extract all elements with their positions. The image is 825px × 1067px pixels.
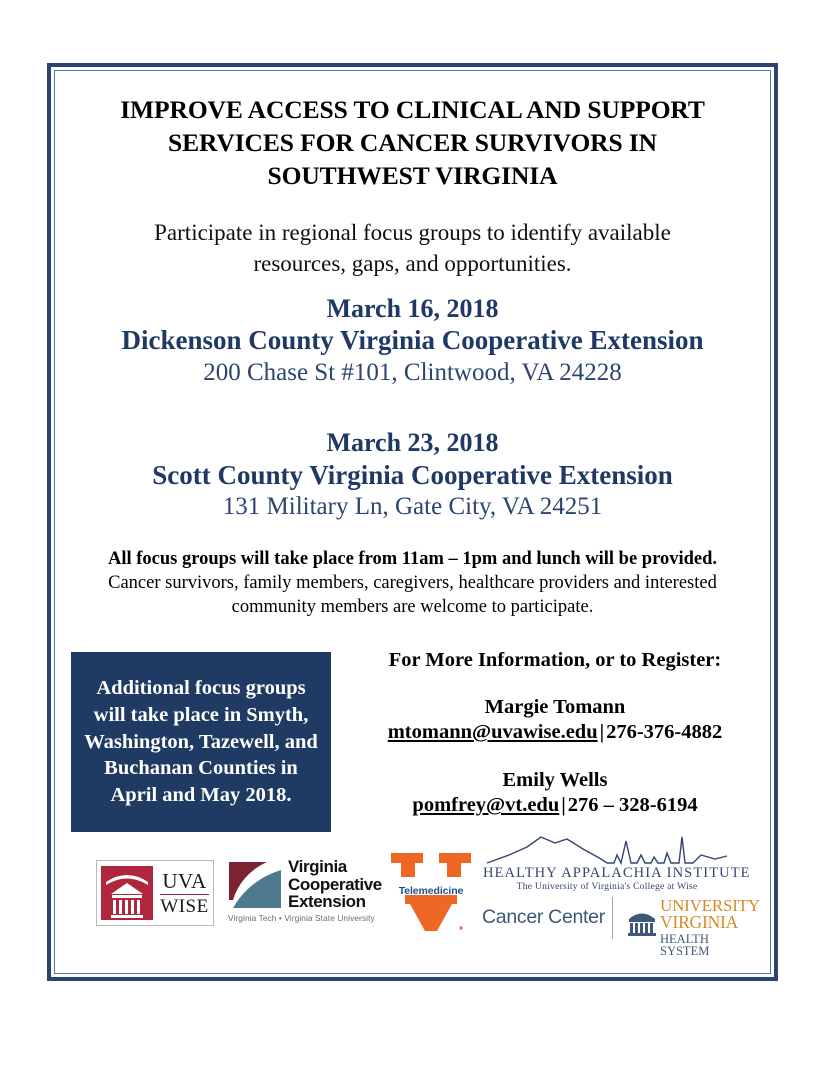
flyer-subtitle: Participate in regional focus groups to identify available resources, gaps, and opportunities.	[154, 220, 671, 276]
middle-section	[55, 644, 770, 844]
phone-1: 276-376-4882	[606, 721, 723, 744]
email-link-2[interactable]: pomfrey@vt.edu	[412, 794, 560, 817]
vce-swoosh-icon	[227, 860, 285, 910]
contact-name-1: Margie Tomann	[484, 695, 626, 718]
flyer-border-frame	[47, 63, 778, 981]
uva-wise-divider	[160, 894, 209, 895]
logistics-paragraph	[101, 547, 724, 619]
contact-details-1	[355, 720, 755, 746]
uva-telemedicine-logo	[385, 847, 477, 933]
uva-wise-wordmark	[156, 868, 213, 917]
vce-line2: Cooperative	[288, 874, 382, 894]
email-link-1[interactable]: mtomann@uvawise.edu	[387, 721, 598, 744]
event-block-1	[79, 294, 746, 389]
uva-health-line3: HEALTH SYSTEM	[660, 931, 710, 958]
flyer-inner-frame	[54, 70, 771, 974]
logo-divider	[612, 897, 613, 939]
logistics-bold-text: All focus groups will take place from 11am – 1pm and lunch will be provided.	[107, 548, 718, 569]
uva-rotunda-svg	[626, 907, 658, 937]
event-venue-1: Dickenson County Virginia Cooperative Extension	[121, 325, 704, 356]
contact-name-2: Emily Wells	[502, 768, 608, 791]
event-date-1: March 16, 2018	[326, 293, 499, 323]
virginia-cooperative-extension-logo	[227, 858, 382, 928]
cancer-center-wordmark: Cancer Center	[482, 906, 605, 928]
contact-person-1	[355, 695, 755, 746]
vce-wordmark	[288, 858, 382, 911]
uva-rotunda-icon	[626, 907, 658, 937]
uva-wise-line2: WISE	[160, 895, 209, 917]
event-block-2	[79, 428, 746, 523]
event-address-1: 200 Chase St #101, Clintwood, VA 24228	[203, 358, 622, 386]
vce-tagline: Virginia Tech • Virginia State University	[228, 913, 375, 923]
logo-strip	[55, 833, 770, 963]
healthy-appalachia-name: HEALTHY APPALACHIA INSTITUTE	[483, 865, 751, 881]
telemedicine-label: Telemedicine	[398, 885, 464, 897]
event-address-2: 131 Military Ln, Gate City, VA 24251	[222, 493, 603, 521]
contact-column	[355, 648, 755, 819]
healthy-appalachia-tagline: The University of Virginia's College at Wise	[516, 881, 698, 892]
event-venue-2: Scott County Virginia Cooperative Extension	[152, 459, 673, 490]
rotunda-icon-svg	[100, 864, 154, 922]
vce-line1: Virginia	[288, 857, 347, 876]
uva-wise-line1: UVA	[162, 868, 207, 893]
page-title: IMPROVE ACCESS TO CLINICAL AND SUPPORT SERVICES FOR CANCER SURVIVORS IN SOUTHWEST VIRGINIA	[120, 95, 705, 191]
healthy-appalachia-institute-logo	[483, 833, 751, 893]
flyer-content	[55, 71, 770, 619]
uva-health-line1: UNIVERSITY	[660, 896, 760, 915]
vce-swoosh-svg	[227, 860, 285, 910]
mountain-ekg-icon	[483, 833, 731, 867]
contact-heading: For More Information, or to Register:	[388, 649, 722, 671]
uva-health-system-wordmark	[660, 897, 760, 958]
contact-separator-2: |	[561, 794, 566, 817]
contact-separator-1: |	[599, 721, 605, 744]
uva-wise-logo	[96, 860, 214, 926]
logistics-rest-text: Cancer survivors, family members, caregivers, healthcare providers and interested community members are welcome to participate.	[108, 572, 717, 617]
phone-2: 276 – 328-6194	[567, 794, 698, 817]
event-date-2: March 23, 2018	[326, 428, 499, 458]
additional-focus-groups-box: Additional focus groups will take place in Smyth, Washington, Tazewell, and Buchanan Counties in April and May 2018.	[71, 652, 331, 832]
rotunda-icon	[100, 864, 154, 922]
uva-health-line2: VIRGINIA	[660, 912, 739, 932]
contact-details-2	[355, 793, 755, 819]
contact-person-2	[355, 768, 755, 819]
vce-line3: Extension	[288, 892, 366, 912]
uva-cancer-center-health-system-logo	[480, 895, 760, 958]
